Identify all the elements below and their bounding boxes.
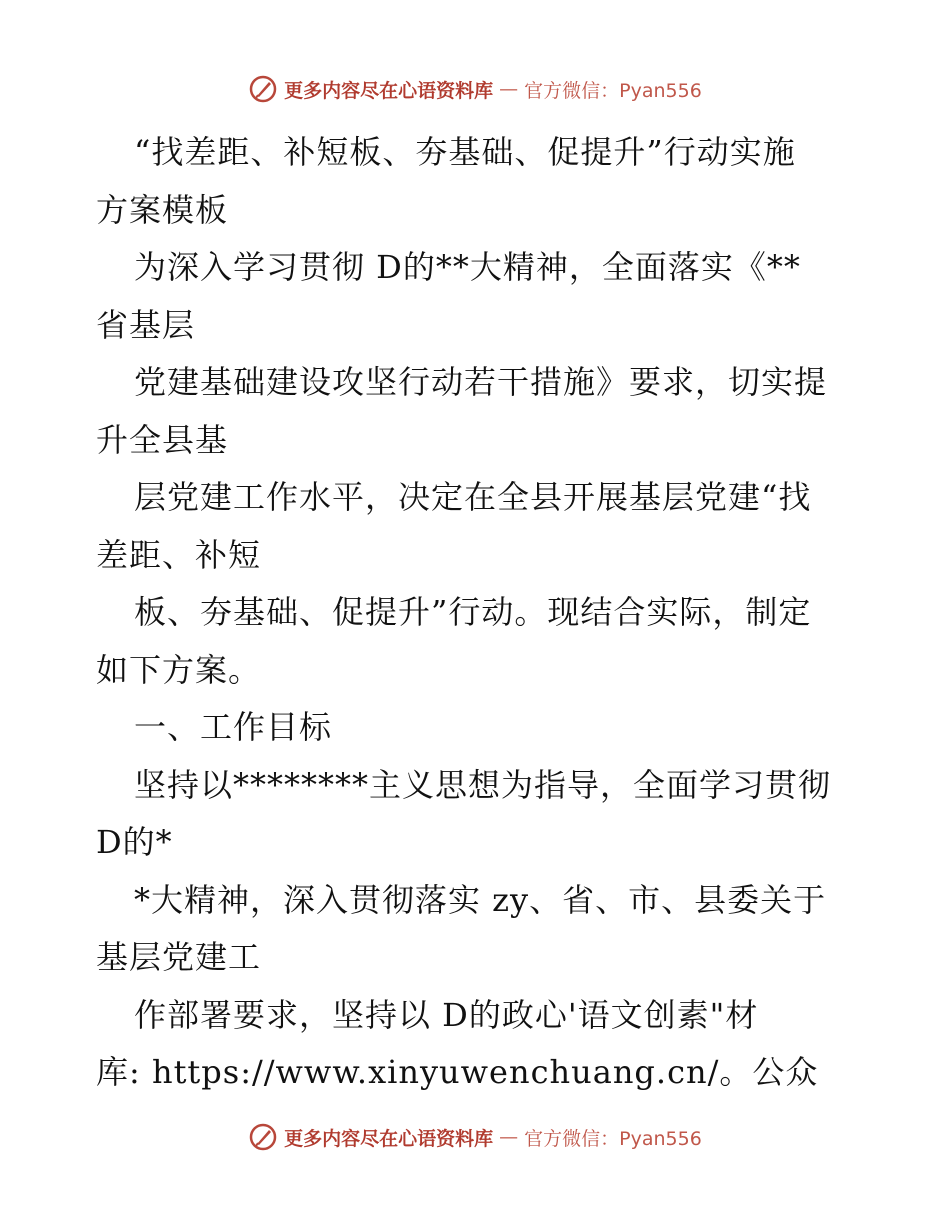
- footer-watermark: [0, 1122, 950, 1152]
- watermark-brand: 更多内容尽在心语资料库: [284, 1127, 494, 1150]
- paragraph-line: 坚持以********主义思想为指导，全面学习贯彻: [134, 765, 832, 804]
- quill-logo-icon: [248, 74, 278, 104]
- paragraph-line: 作部署要求，坚持以 D的政心'语文创素"材: [134, 995, 759, 1034]
- quill-logo-icon: [248, 1122, 278, 1152]
- paragraph-line: 升全县基: [96, 420, 229, 459]
- paragraph-line: 党建基础建设攻坚行动若干措施》要求，切实提: [134, 363, 828, 401]
- watermark-separator: —: [499, 78, 519, 100]
- paragraph-line: 层党建工作水平，决定在全县开展基层党建“找: [134, 478, 812, 516]
- title-line-1: “找差距、补短板、夯基础、促提升”行动实施: [134, 133, 796, 171]
- watermark-wechat: 官方微信：Pyan556: [524, 79, 702, 102]
- paragraph-line: *大精神，深入贯彻落实 zy、省、市、县委关于: [134, 880, 827, 919]
- watermark-separator: —: [499, 1126, 519, 1148]
- watermark-brand: 更多内容尽在心语资料库: [284, 79, 494, 102]
- paragraph-line: 为深入学习贯彻 D的**大精神，全面落实《**: [134, 248, 801, 286]
- paragraph-line: 库: https://www.xinyuwenchuang.cn/。公众: [96, 1053, 819, 1091]
- paragraph-line: 如下方案。: [96, 650, 262, 689]
- section-heading: 一、工作目标: [134, 708, 333, 746]
- paragraph-line: 基层党建工: [96, 938, 262, 976]
- document-body: [96, 124, 856, 1102]
- paragraph-line: D的*: [96, 823, 173, 861]
- title-line-2: 方案模板: [96, 190, 229, 229]
- header-watermark: [0, 74, 950, 104]
- paragraph-line: 板、夯基础、促提升”行动。现结合实际，制定: [134, 593, 812, 631]
- paragraph-line: 差距、补短: [96, 535, 262, 574]
- paragraph-line: 省基层: [96, 305, 196, 344]
- watermark-wechat: 官方微信：Pyan556: [524, 1127, 702, 1150]
